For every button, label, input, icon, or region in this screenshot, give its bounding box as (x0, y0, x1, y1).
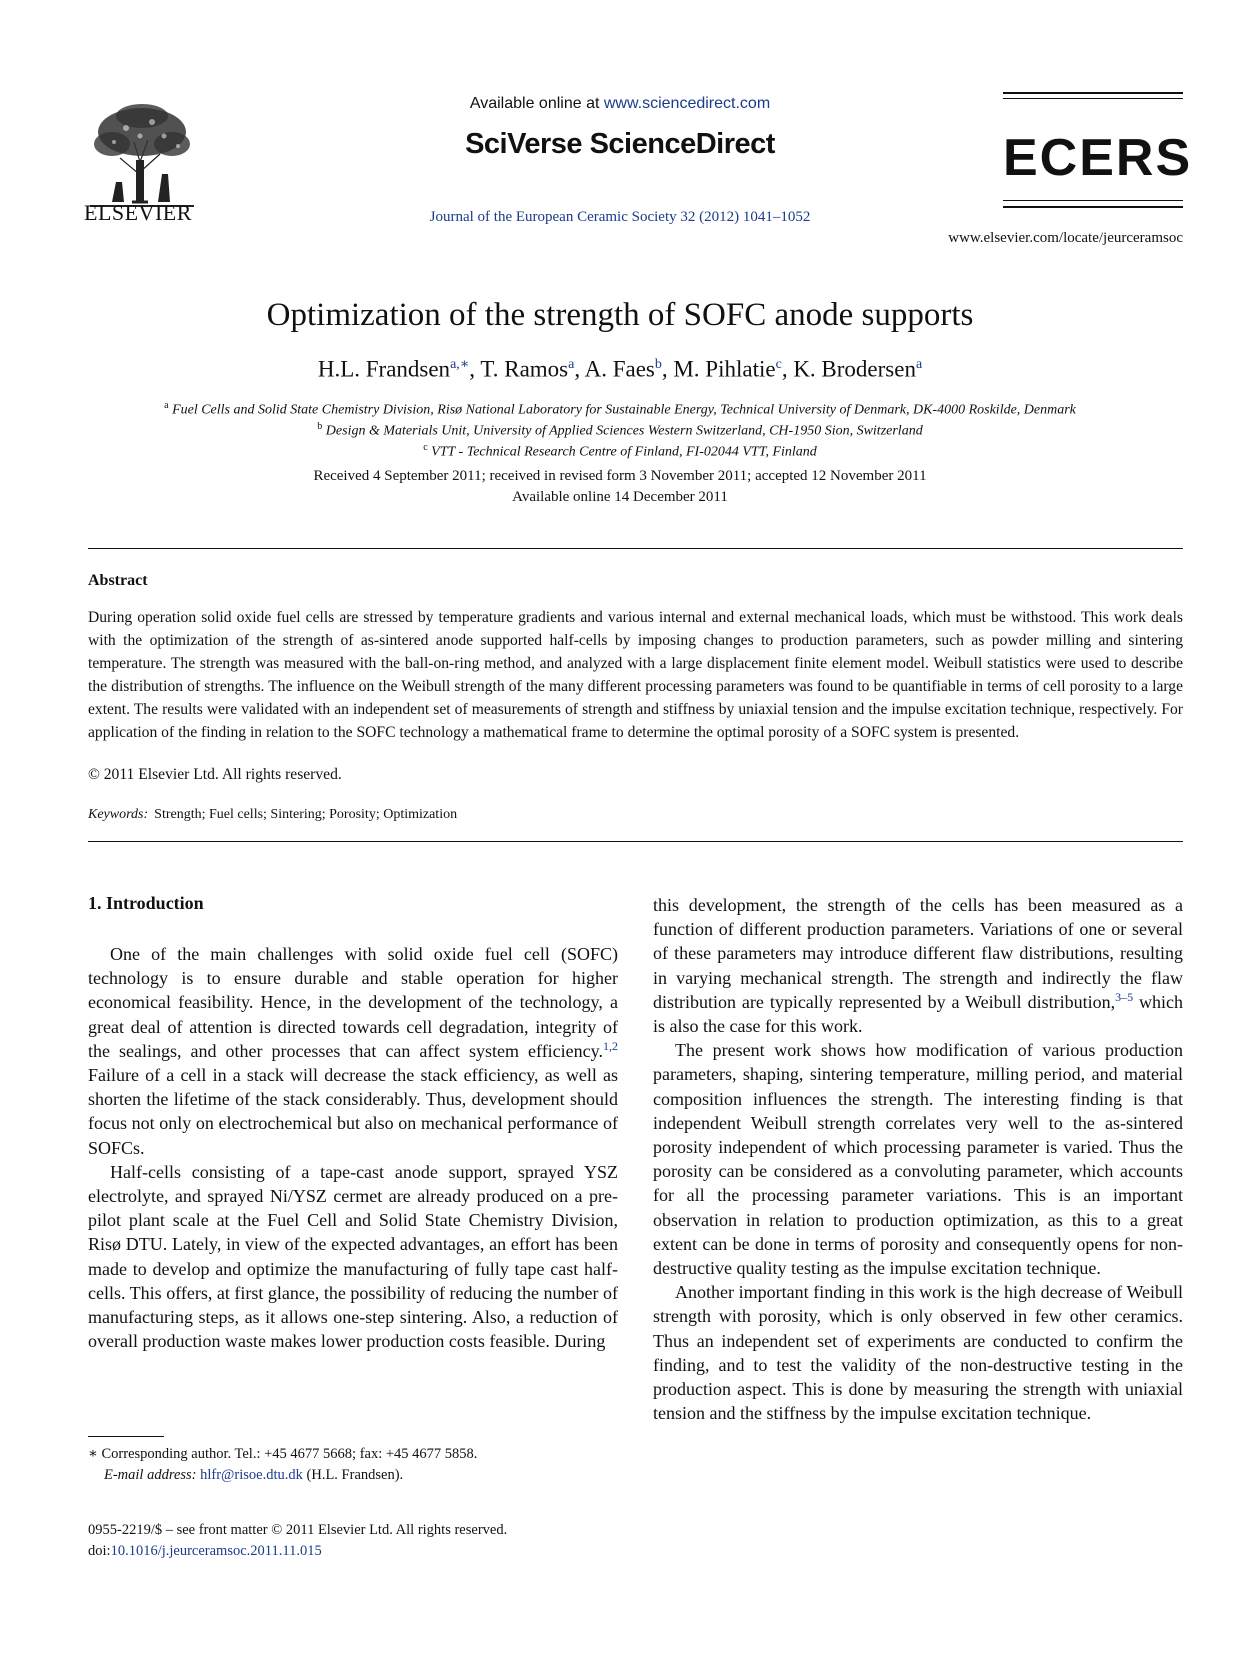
affiliation-c: $^c$ VTT - Technical Research Centre of Finland, FI-02044 VTT, Finland (423, 442, 817, 460)
ecers-society-logo: ECERS (1003, 129, 1193, 187)
author-separator: , (574, 356, 585, 382)
author-name: H.L. Frandsen (317, 356, 451, 382)
online-date: Available online 14 December 2011 (512, 489, 728, 505)
paragraph-4: The present work shows how modification of various production parameters, shaping, sintering temperature, milling period, and material composition influences the strength. The interesting finding is that independent Weibull strength correlates very well to the as-sintered porosity independent of which processing parameter is varied. Thus the porosity can be considered as a convoluting parameter, which accounts for all the processing parameter variations. This is an important observation in relation to production optimization, as this to a great extent can be done in terms of porosity and consequently opens for non-destructive quality testing as the impulse excitation technique. (653, 1040, 1183, 1279)
sciencedirect-link[interactable]: www.sciencedirect.com (603, 95, 771, 112)
keywords-list: Strength; Fuel cells; Sintering; Porosity; Optimization (154, 807, 458, 822)
paragraph-3: this development, the strength of the cells has been measured as a function of different production parameters. Variations of one or several of these parameters may introduce different flaw distributions, resulting in varying mechanical strength. The strength and indirectly the flaw distribution are typically represented by a Weibull distribution,$^{3-5}$ which is also the case for this work. (653, 895, 1183, 1037)
received-dates: Received 4 September 2011; received in revised form 3 November 2011; accepted 12 November 2011 (313, 468, 927, 484)
corresponding-author-note: ∗ Corresponding author. Tel.: +45 4677 5668; fax: +45 4677 5858. (88, 1446, 478, 1462)
doi-line: doi:10.1016/j.jeurceramsoc.2011.11.015 (88, 1543, 322, 1559)
ecers-rule-bottom-thin (1003, 200, 1183, 201)
affiliation-b: $^b$ Design & Materials Unit, University of Applied Sciences Western Switzerland, CH-1950 Sion, Switzerland (317, 421, 923, 439)
paragraph-2: Half-cells consisting of a tape-cast anode support, sprayed YSZ electrolyte, and sprayed Ni/YSZ cermet are already produced on a pre-pilot plant scale at the Fuel Cell and Solid State Chemistry Division, Risø DTU. Lately, in view of the expected advantages, an effort has been made to develop and optimize the manufacturing of fully tape cast half-cells. This offers, at first glance, the possibility of reducing the number of manufacturing steps, as it allows one-step sintering. Also, a reduction of overall production waste makes lower production costs feasible. During (88, 1161, 618, 1352)
author-name: K. Brodersen (793, 356, 916, 382)
author-list (0, 356, 1240, 383)
publisher-name: ELSEVIER (84, 200, 192, 225)
available-online-line: Available online at www.sciencedirect.com (469, 95, 771, 112)
author-affiliation-mark: a,∗ (450, 357, 470, 372)
keywords-line (88, 807, 457, 823)
journal-homepage-url[interactable]: www.elsevier.com/locate/jeurceramsoc (948, 230, 1183, 246)
author-affiliation-mark: a (915, 357, 923, 372)
article-title: Optimization of the strength of SOFC anode supports (266, 297, 974, 333)
section-heading: 1. Introduction (88, 893, 204, 913)
keywords-label: Keywords: (88, 807, 149, 822)
author-email-link[interactable]: hlfr@risoe.dtu.dk (200, 1467, 303, 1483)
right-column (653, 893, 1183, 1425)
divider-top (88, 548, 1183, 549)
author-name: T. Ramos (480, 356, 569, 382)
citation-link[interactable]: 3–5 (1115, 989, 1134, 1004)
paragraph-5: Another important finding in this work is the high decrease of Weibull strength with porosity, which is only observed in few other ceramics. Thus an independent set of experiments are conducted to confirm the finding, and to test the validity of the non-destructive testing in the production aspect. This is done by measuring the strength with uniaxial tension and the stiffness by the impulse excitation technique. (653, 1282, 1183, 1424)
author-name: A. Faes (584, 356, 655, 382)
affiliation-a: $^a$ Fuel Cells and Solid State Chemistry Division, Risø National Laboratory for Sustainable Energy, Technical University of Denmark, DK-4000 Roskilde, Denmark (164, 400, 1076, 418)
author-separator: , (661, 356, 674, 382)
platform-name: SciVerse ScienceDirect (465, 128, 775, 160)
author-affiliation-mark: a (568, 357, 575, 372)
ecers-rule-top-thin (1003, 98, 1183, 99)
abstract-text: During operation solid oxide fuel cells are stressed by temperature gradients and various internal and external mechanical loads, which must be withstood. This work deals with the optimization of the strength of as-sintered anode supported half-cells by imposing changes to production parameters, such as powder milling and sintering temperature. The strength was measured with the ball-on-ring method, and analyzed with a large displacement finite element model. Weibull statistics were used to describe the distribution of strengths. The influence on the Weibull strength of the many different processing parameters was found to be quantifiable in terms of cell porosity to a large extent. The results were validated with an independent set of measurements of strength and stiffness by uniaxial tension and the impulse excitation technique, respectively. For application of the finding in relation to the SOFC technology a mathematical frame to determine the optimal porosity of a SOFC system is presented. (88, 609, 1183, 741)
author-affiliation-mark: c (775, 357, 782, 372)
divider-bottom (88, 841, 1183, 842)
email-note: E-mail address: hlfr@risoe.dtu.dk (H.L. Frandsen). (104, 1467, 404, 1483)
front-matter-line: 0955-2219/$ – see front matter © 2011 Elsevier Ltd. All rights reserved. (88, 1522, 508, 1538)
ecers-rule-bottom (1003, 206, 1183, 208)
paragraph-1: One of the main challenges with solid oxide fuel cell (SOFC) technology is to ensure durable and stable operation for higher economical feasibility. Hence, in the development of the technology, a great deal of attention is directed towards cell degradation, integrity of the sealings, and other processes that can affect system efficiency.$^{1,2}$ Failure of a cell in a stack will decrease the stack efficiency, as well as shorten the lifetime of the stack considerably. Thus, development should focus not only on electrochemical but also on mechanical performance of SOFCs. (88, 944, 618, 1158)
abstract-copyright: © 2011 Elsevier Ltd. All rights reserved. (88, 766, 342, 783)
doi-link[interactable]: 10.1016/j.jeurceramsoc.2011.11.015 (110, 1543, 322, 1559)
ecers-rule-top (1003, 92, 1183, 94)
author-name: M. Pihlatie (673, 356, 776, 382)
footnote-rule (88, 1436, 164, 1437)
citation-link[interactable]: 1,2 (603, 1038, 618, 1053)
abstract-heading: Abstract (88, 572, 148, 589)
author-separator: , (781, 356, 794, 382)
author-separator: , (469, 356, 481, 382)
author-affiliation-mark: b (654, 357, 662, 372)
journal-citation-link[interactable]: Journal of the European Ceramic Society 32 (2012) 1041–1052 (429, 209, 811, 225)
left-column (88, 942, 618, 1353)
